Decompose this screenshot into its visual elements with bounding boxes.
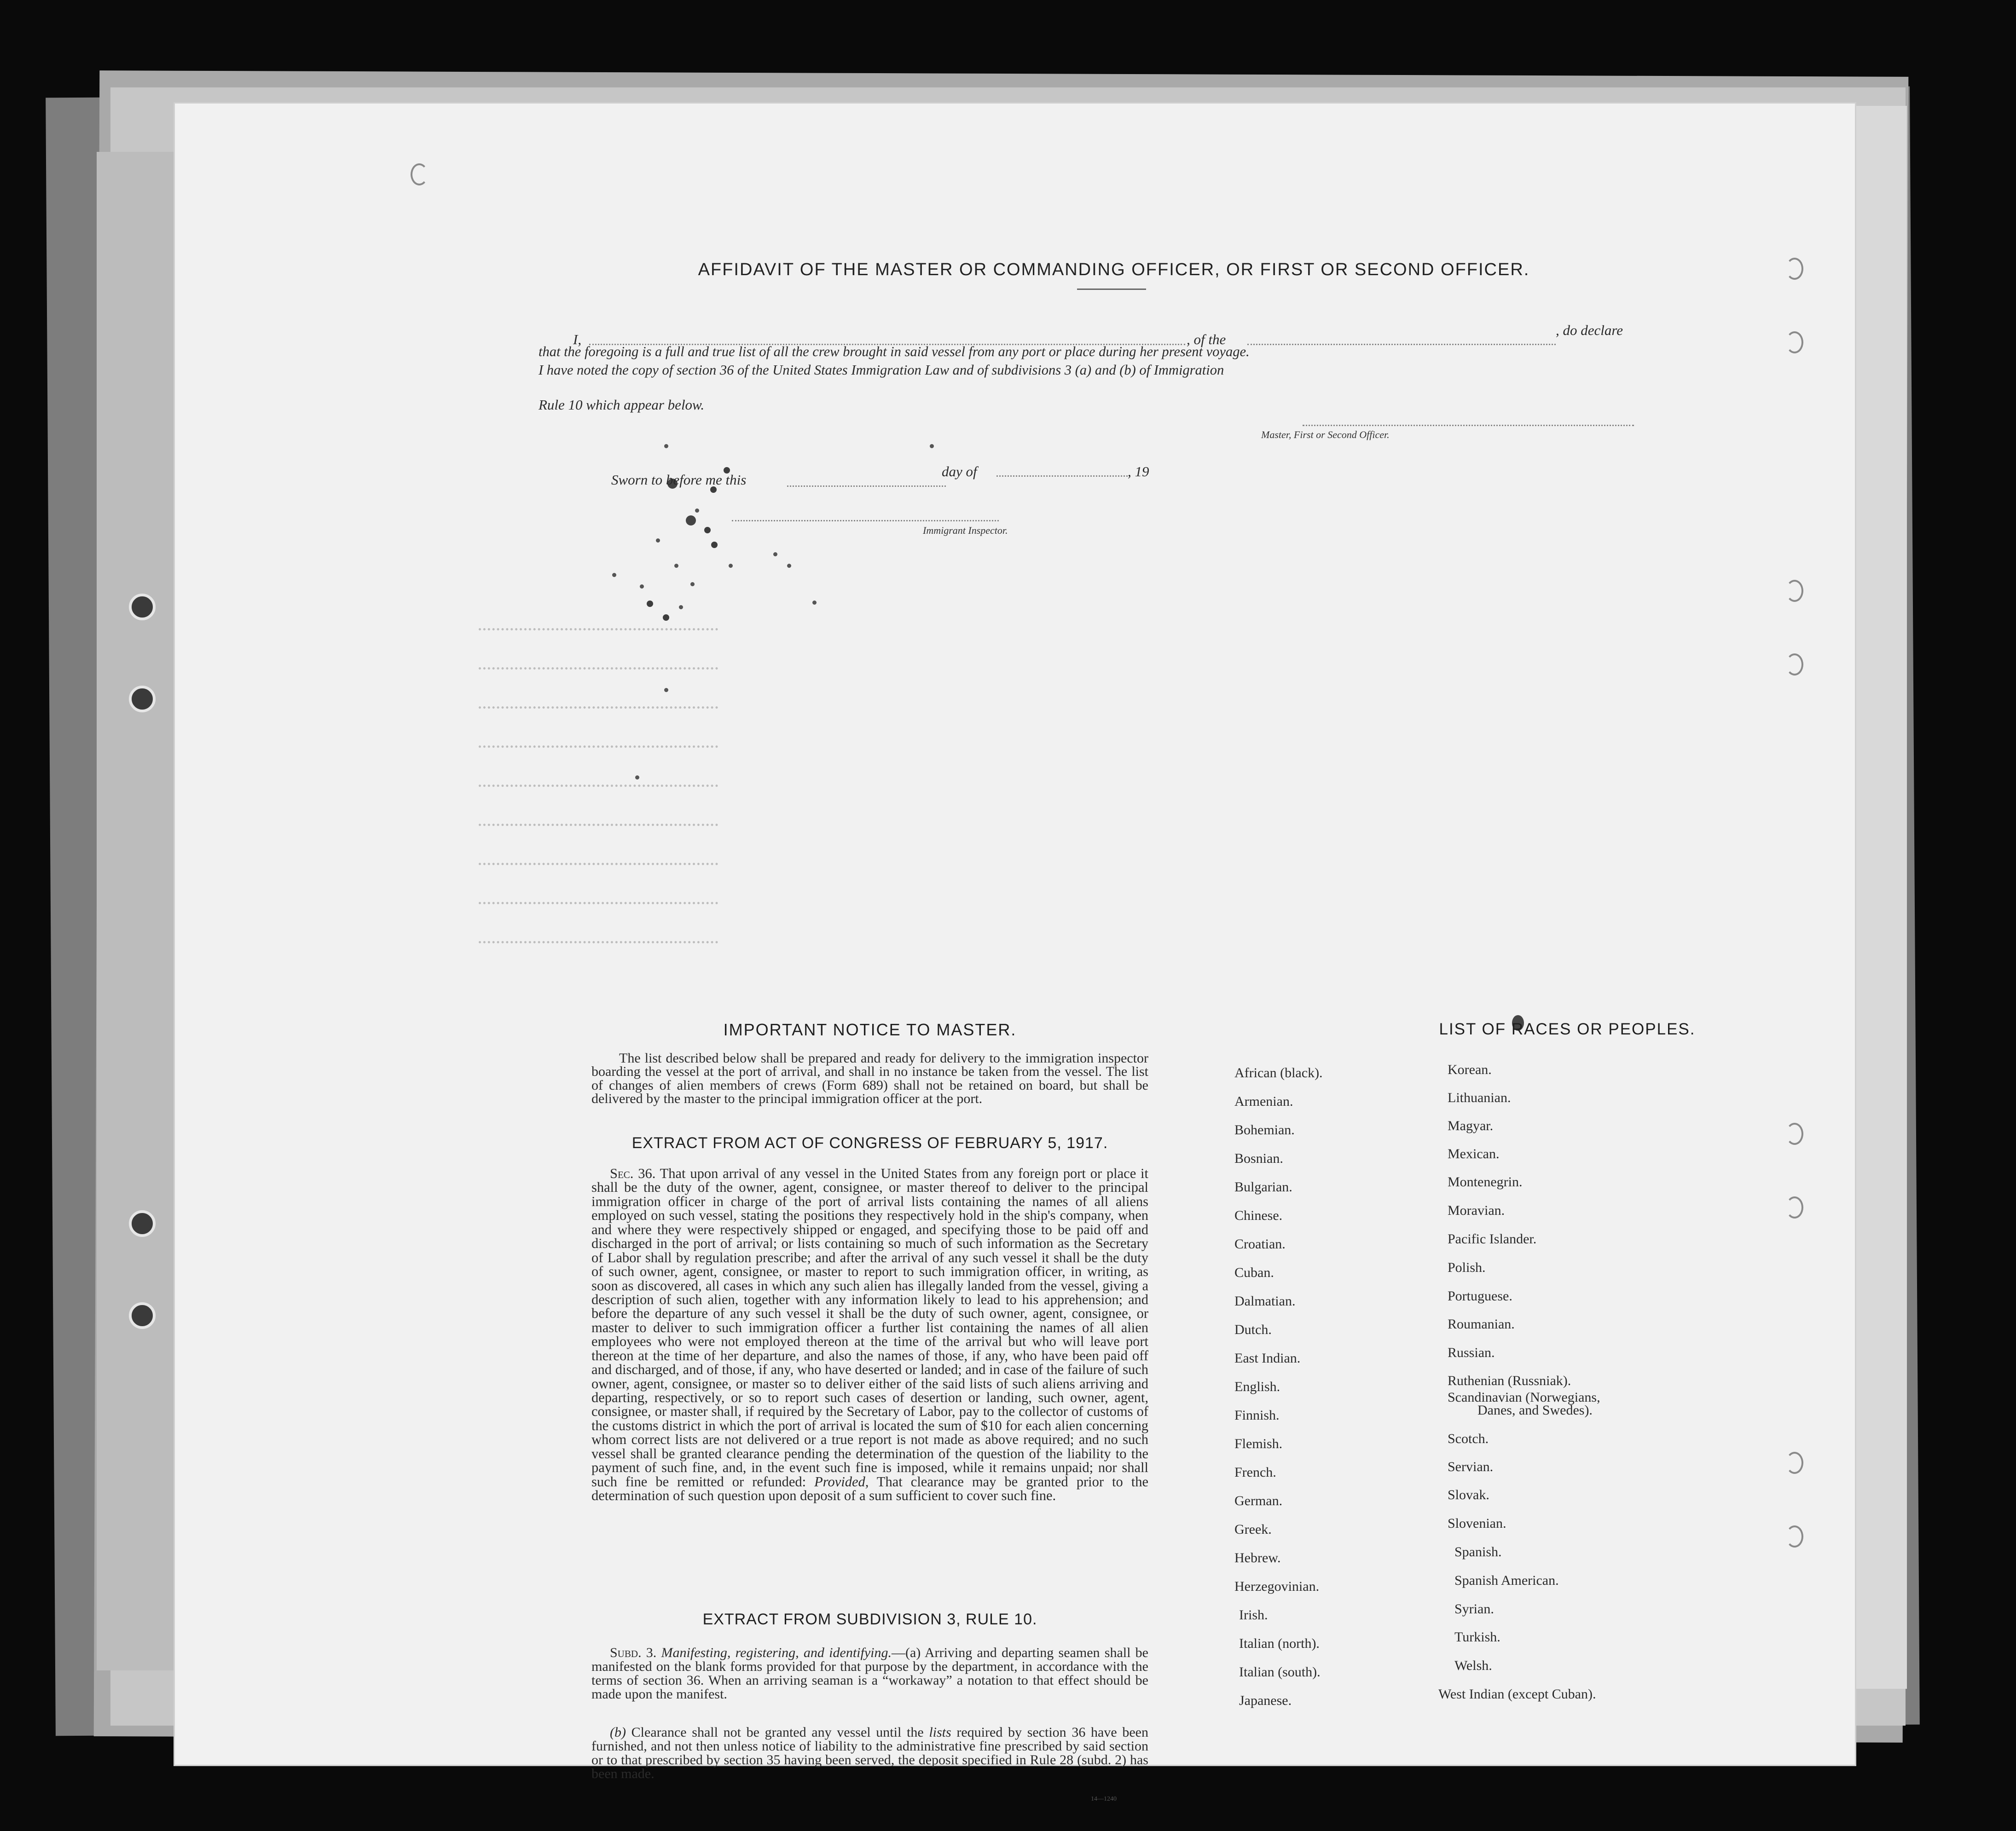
race-left-item: Italian (north).	[1239, 1636, 1320, 1651]
notice-heading: IMPORTANT NOTICE TO MASTER.	[723, 1020, 1017, 1039]
race-right-item: Slovenian.	[1448, 1516, 1506, 1531]
inspector-signature-caption: Immigrant Inspector.	[923, 525, 1008, 536]
race-right-item: Russian.	[1448, 1345, 1495, 1360]
bleed-through-dots	[479, 785, 718, 787]
race-left-item: Croatian.	[1234, 1236, 1286, 1252]
ink-speck	[773, 552, 777, 556]
ink-speck	[664, 688, 668, 692]
ink-speck	[729, 564, 733, 568]
sworn-day-blank	[787, 485, 946, 487]
ink-speck	[690, 582, 695, 586]
race-right-item: West Indian (except Cuban).	[1438, 1687, 1596, 1702]
race-right-item: Spanish.	[1454, 1544, 1502, 1560]
punch-hole-icon	[1786, 331, 1803, 353]
bleed-through-dots	[479, 863, 718, 865]
master-signature-line	[1303, 425, 1634, 426]
ink-speck	[656, 538, 660, 543]
bleed-through-dots	[479, 902, 718, 904]
subdivision-b-text	[591, 1726, 1148, 1781]
ink-speck	[787, 564, 791, 568]
race-left-item: French.	[1234, 1465, 1276, 1480]
race-left-item: Bulgarian.	[1234, 1179, 1292, 1195]
bleed-through-dots	[479, 941, 718, 943]
bleed-through-dots	[479, 745, 718, 748]
race-left-item: Herzegovinian.	[1234, 1579, 1320, 1594]
race-left-item: Armenian.	[1234, 1094, 1293, 1109]
sworn-label: Sworn to before me this	[611, 472, 747, 488]
race-right-item: Turkish.	[1454, 1629, 1500, 1645]
bleed-through-dots	[479, 667, 718, 670]
race-left-item: Japanese.	[1239, 1693, 1292, 1708]
race-right-item: Scandinavian (Norwegians,	[1448, 1390, 1600, 1405]
ink-speck	[711, 542, 718, 548]
section-tail: That clearance may be granted prior to the determination of such question upon deposit of a sum sufficient to cover such fine.	[591, 1473, 1148, 1504]
affidavit-line-3: I have noted the copy of section 36 of the United States Immigration Law and of subdivisions 3 (a) and (b) of Immigration	[539, 362, 1224, 378]
race-left-item: Bohemian.	[1234, 1122, 1295, 1138]
binding-hole-icon	[129, 1302, 156, 1329]
section-body: That upon arrival of any vessel in the United States from any foreign port or place it shall be the duty of the owner, agent, consignee, or master thereof to deliver to the principal immigration officer in charge of the port of arrival lists containing the names of all aliens employed on such vessel, stating the positions they respectively hold in the ship's company, when and where they were respectively shipped or engaged, and specifying those to be paid off and discharged in the port of arrival; or lists containing so much of such information as the Secretary of Labor shall by regulation prescribe; and after the arrival of any such vessel it shall be the duty of such owner, agent, consignee, or master to report to such immigration officer, in writing, as soon as discovered, all cases in which any such alien has illegally landed from the vessel, giving a description of such alien, together with any information likely to lead to his apprehension; and before the departure of any such vessel it shall be the duty of such owner, agent, consignee, or master to deliver to such immigration officer a further list containing the names of all alien employees who were not employed thereon at the time of the arrival but who will leave port thereon at the time of her departure, and also the names of those, if any, who have been paid off and discharged, and of those, if any, who have deserted or landed; and in case of the failure of such owner, agent, consignee, or master so to deliver either of the said lists of such aliens arriving and departing, respectively, or so to report such cases of desertion or landing, such owner, agent, consignee, or master shall, if required by the Secretary of Labor, pay to the collector of customs of the customs district in which the port of arrival is located the sum of $10 for each alien concerning whom correct lists are not delivered or a true report is not made as above required; and no such vessel shall be granted clearance pending the determination of the question of the liability to the payment of such fine, and, in the event such fine is imposed, while it remains unpaid; nor shall such fine be remitted or refunded:	[591, 1166, 1149, 1490]
race-right-item: Slovak.	[1448, 1487, 1489, 1502]
month-blank	[996, 475, 1128, 477]
bleed-through-dots	[479, 706, 718, 709]
binding-hole-icon	[129, 594, 156, 620]
race-left-item: Cuban.	[1234, 1265, 1274, 1280]
subdivision-b-label: (b)	[610, 1725, 626, 1740]
affidavit-i: I,	[573, 331, 582, 347]
affidavit-title: AFFIDAVIT OF THE MASTER OR COMMANDING OFFICER, OR FIRST OR SECOND OFFICER.	[698, 260, 1530, 279]
year-label: , 19	[1128, 463, 1149, 479]
bleed-through-dots	[479, 628, 718, 630]
race-left-item: East Indian.	[1234, 1351, 1301, 1366]
race-right-item: Portuguese.	[1448, 1288, 1512, 1304]
binding-hole-icon	[129, 686, 156, 712]
race-right-item: Polish.	[1448, 1260, 1486, 1275]
race-right-item: Spanish American.	[1454, 1573, 1559, 1588]
race-left-item: Chinese.	[1234, 1208, 1283, 1223]
race-right-item: Montenegrin.	[1448, 1174, 1523, 1190]
title-rule	[1077, 289, 1146, 290]
race-right-item: Korean.	[1448, 1062, 1492, 1077]
race-left-item: Italian (south).	[1239, 1664, 1321, 1680]
race-left-item: Hebrew.	[1234, 1550, 1281, 1565]
subdivision-label: Subd. 3.	[610, 1645, 657, 1660]
race-left-item: Bosnian.	[1234, 1151, 1283, 1166]
race-right-item: Servian.	[1448, 1459, 1494, 1474]
subdivision-b-part-1: Clearance shall not be granted any vessel until the	[631, 1725, 924, 1740]
ink-speck	[686, 515, 696, 526]
ink-speck	[930, 444, 934, 448]
ink-speck	[663, 614, 669, 621]
section-label: Sec. 36.	[610, 1166, 656, 1181]
race-right-item: Danes, and Swedes).	[1477, 1403, 1593, 1418]
races-heading: LIST OF RACES OR PEOPLES.	[1439, 1020, 1696, 1038]
race-right-item: Ruthenian (Russniak).	[1448, 1373, 1571, 1388]
act-heading: EXTRACT FROM ACT OF CONGRESS OF FEBRUARY 5, 1917.	[631, 1134, 1108, 1152]
ink-speck	[695, 508, 699, 513]
notice-body: The list described below shall be prepared and ready for delivery to the immigration inspector boarding the vessel at the port of arrival, and shall in no instance be taken from the vessel. The list of changes of alien members of crews (Form 689) shall not be retained on board, but shall be delivered by the master to the principal immigration officer at the port.	[591, 1051, 1148, 1107]
race-left-item: Dutch.	[1234, 1322, 1272, 1337]
ink-speck	[647, 601, 653, 607]
race-left-item: English.	[1234, 1379, 1280, 1394]
affidavit-of-the: , of the	[1187, 331, 1226, 347]
ink-speck	[674, 564, 678, 568]
ink-speck	[679, 605, 683, 609]
form-number: 14—1240	[1091, 1796, 1117, 1802]
race-right-item: Roumanian.	[1448, 1317, 1515, 1332]
ink-speck	[640, 584, 644, 589]
race-left-item: Greek.	[1234, 1522, 1272, 1537]
section-36-text	[591, 1167, 1148, 1503]
subdivision-heading: Manifesting, registering, and identifying.	[661, 1645, 892, 1660]
master-signature-caption: Master, First or Second Officer.	[1261, 429, 1390, 440]
binding-tab	[97, 152, 180, 1670]
race-right-item: Syrian.	[1454, 1601, 1494, 1617]
race-left-item: Dalmatian.	[1234, 1294, 1296, 1309]
subdivision-a-body: —(a) Arriving and departing seamen shall be manifested on the blank forms provided for that purpose by the department, in accordance with the terms of section 36. When an arriving seaman is a “workaway” a notation to that effect should be made upon the manifest.	[591, 1645, 1148, 1702]
affidavit-declare: , do declare	[1556, 322, 1623, 338]
race-right-item: Moravian.	[1448, 1203, 1505, 1218]
ink-speck	[635, 775, 639, 780]
rule-heading: EXTRACT FROM SUBDIVISION 3, RULE 10.	[702, 1611, 1037, 1628]
race-left-item: African (black).	[1234, 1065, 1323, 1080]
day-of-label: day of	[942, 463, 977, 479]
race-right-item: Mexican.	[1448, 1146, 1500, 1161]
race-right-item: Scotch.	[1448, 1431, 1489, 1446]
race-right-item: Magyar.	[1448, 1118, 1494, 1133]
proviso-word: Provided,	[814, 1473, 869, 1490]
punch-hole-icon	[1786, 1525, 1803, 1548]
subdivision-a-text	[591, 1646, 1148, 1701]
punch-hole-icon	[1786, 580, 1803, 602]
form-page	[175, 104, 1855, 1802]
binding-hole-icon	[129, 1210, 156, 1237]
race-right-item: Pacific Islander.	[1448, 1231, 1537, 1247]
race-right-item: Lithuanian.	[1448, 1090, 1511, 1105]
affidavit-line-2: that the foregoing is a full and true list of all the crew brought in said vessel from any port or place during her present voyage.	[539, 344, 1250, 359]
vessel-blank	[1247, 344, 1556, 345]
ink-speck	[664, 444, 668, 448]
affidavit-line-4: Rule 10 which appear below.	[539, 397, 705, 413]
lists-word: lists	[929, 1725, 951, 1740]
race-left-item: Finnish.	[1234, 1408, 1280, 1423]
bleed-through-dots	[479, 824, 718, 826]
race-left-item: Flemish.	[1234, 1436, 1283, 1451]
ink-speck	[704, 527, 711, 533]
punch-hole-icon	[1786, 653, 1803, 676]
ink-speck	[812, 601, 817, 605]
race-right-item: Welsh.	[1454, 1658, 1492, 1673]
race-left-item: German.	[1234, 1493, 1283, 1508]
punch-hole-icon	[1786, 258, 1803, 280]
ink-speck	[612, 573, 616, 577]
punch-hole-icon	[1786, 1123, 1803, 1145]
punch-hole-icon	[1786, 1196, 1803, 1219]
inspector-signature-line	[732, 520, 999, 521]
punch-hole-icon	[1786, 1452, 1803, 1474]
race-left-item: Irish.	[1239, 1607, 1268, 1623]
punch-hole-icon	[411, 163, 428, 185]
subdivision-b-part-2: required by section 36 have been furnished, and not then unless notice of liability to the administrative fine prescribed by said section or to that prescribed by section 35 having been served, the deposit specified in Rule 28 (subd. 2) has been made.	[591, 1725, 1148, 1781]
